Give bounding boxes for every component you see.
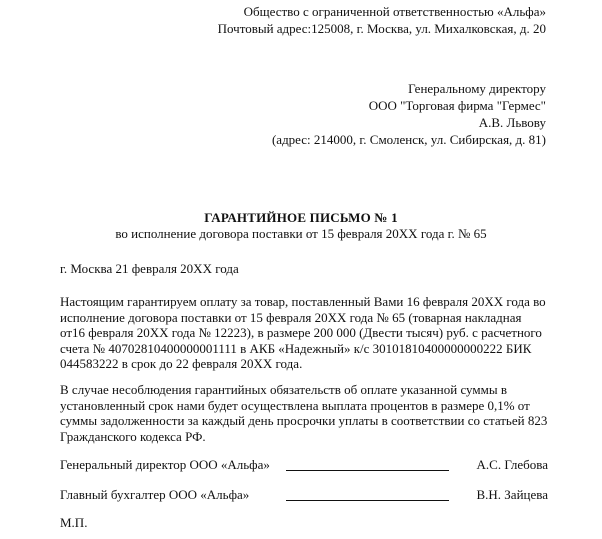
- recipient-block: [272, 80, 546, 148]
- letter-subtitle: во исполнение договора поставки от 15 февраля 20ХХ года г. № 65: [115, 226, 487, 241]
- paragraph-line: 044583222 в срок до 22 февраля 20ХХ года.: [60, 356, 303, 371]
- signatory-role: Генеральный директор ООО «Альфа»: [60, 457, 270, 472]
- sender-block: [218, 3, 546, 37]
- paragraph-line: суммы задолженности за каждый день просрочки уплаты в соответствии со статьей 823: [60, 413, 548, 428]
- body-paragraph-penalty: [60, 382, 560, 444]
- paragraph-line: установленный срок нами будет осуществлена выплата процентов в размере 0,1% от: [60, 397, 530, 413]
- paragraph-line: Гражданского кодекса РФ.: [60, 428, 206, 444]
- recipient-position: Генеральному директору: [408, 81, 546, 96]
- paragraph-line: счета № 40702810400000001111 в АКБ «Надежный» к/с 30101810400000000222 БИК: [60, 340, 532, 356]
- sender-address: Почтовый адрес:125008, г. Москва, ул. Михалковская, д. 20: [217, 21, 546, 36]
- signatory-role: Главный бухгалтер ООО «Альфа»: [60, 487, 250, 502]
- body-paragraph-guarantee: [60, 294, 560, 372]
- recipient-name: А.В. Львову: [478, 115, 546, 130]
- paragraph-line: исполнение договора поставки от 15 февраля 20ХХ года № 65 (товарная накладная: [60, 309, 522, 325]
- signature-row-director: [60, 457, 548, 475]
- paragraph-line: В случае несоблюдения гарантийных обязательств об оплате указанной суммы в: [60, 382, 507, 397]
- recipient-address: (адрес: 214000, г. Смоленск, ул. Сибирская, д. 81): [271, 132, 546, 147]
- signature-line: [286, 470, 449, 471]
- sender-company: Общество с ограниченной ответственностью «Альфа»: [243, 4, 546, 19]
- stamp-placeholder: М.П.: [60, 515, 88, 530]
- letter-title-block: [0, 210, 602, 242]
- letter-title: ГАРАНТИЙНОЕ ПИСЬМО № 1: [204, 210, 398, 225]
- place-and-date: г. Москва 21 февраля 20ХХ года: [60, 261, 239, 276]
- signatory-name: А.С. Глебова: [476, 457, 548, 472]
- signatory-name: В.Н. Зайцева: [476, 487, 548, 502]
- paragraph-line: от16 февраля 20ХХ года № 12223), в размере 200 000 (Двести тысяч) руб. с расчетного: [60, 325, 542, 340]
- paragraph-line: Настоящим гарантируем оплату за товар, поставленный Вами 16 февраля 20ХХ года во: [60, 294, 546, 309]
- signature-line: [286, 500, 449, 501]
- recipient-company: ООО "Торговая фирма "Гермес": [368, 98, 546, 113]
- signature-row-accountant: [60, 487, 548, 505]
